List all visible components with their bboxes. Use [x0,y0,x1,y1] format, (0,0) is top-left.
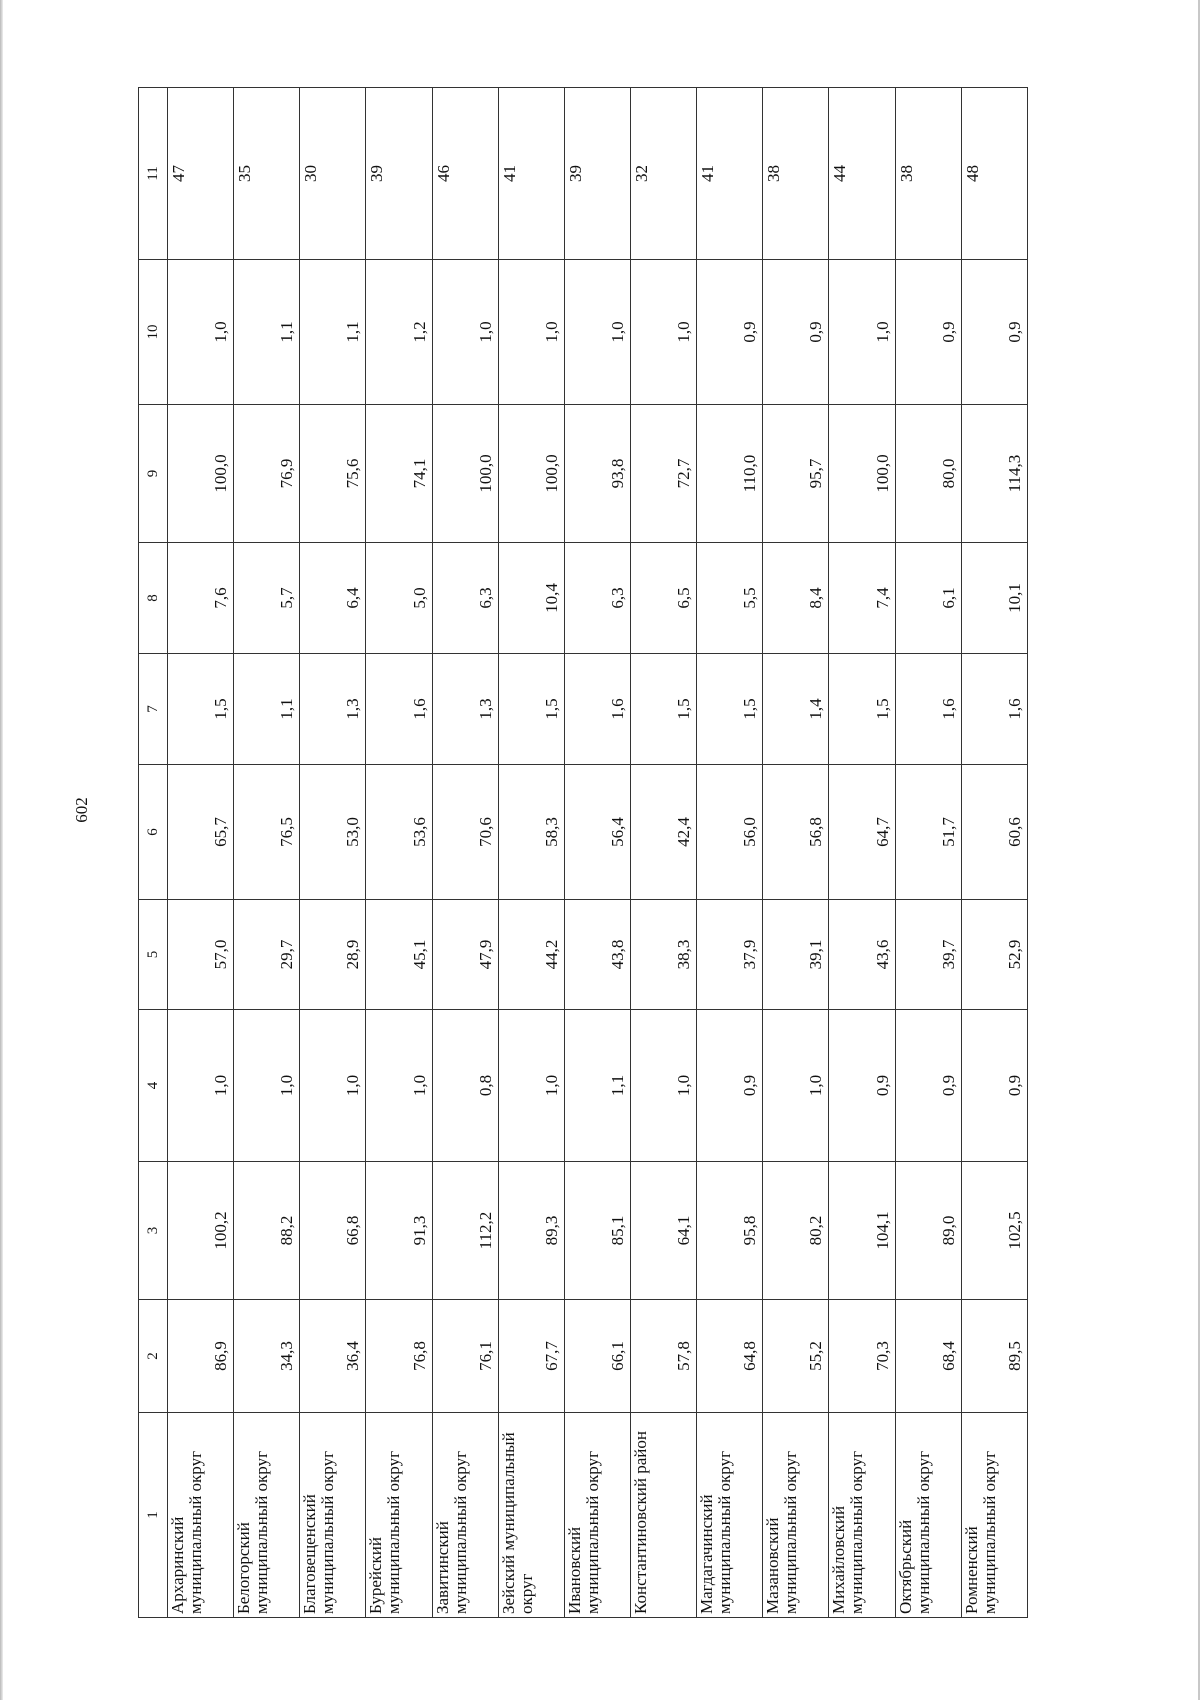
value-cell: 53,6 [366,765,432,900]
value-cell: 70,3 [829,1300,895,1413]
district-name-cell: Зейский муниципальный округ [498,1413,564,1618]
value-cell: 100,0 [829,405,895,543]
value-cell: 38 [895,88,961,260]
value-cell: 89,3 [498,1162,564,1300]
value-cell: 1,0 [631,260,697,405]
value-cell: 66,1 [564,1300,630,1413]
value-cell: 47,9 [432,900,498,1010]
value-cell: 53,0 [300,765,366,900]
table-row [498,88,564,1618]
value-cell: 1,5 [697,654,763,765]
value-cell: 112,2 [432,1162,498,1300]
value-cell: 93,8 [564,405,630,543]
value-cell: 1,0 [498,1010,564,1162]
value-cell: 56,0 [697,765,763,900]
column-header: 10 [139,260,168,405]
value-cell: 1,6 [366,654,432,765]
value-cell: 64,8 [697,1300,763,1413]
value-cell: 1,3 [432,654,498,765]
value-cell: 39 [564,88,630,260]
value-cell: 38 [763,88,829,260]
value-cell: 1,5 [168,654,234,765]
district-name-cell: Завитинский муниципальный округ [432,1413,498,1618]
value-cell: 10,4 [498,543,564,654]
table-row [432,88,498,1618]
value-cell: 1,1 [564,1010,630,1162]
value-cell: 100,0 [168,405,234,543]
value-cell: 34,3 [234,1300,300,1413]
value-cell: 6,3 [432,543,498,654]
table-row [961,88,1027,1618]
column-header: 4 [139,1010,168,1162]
value-cell: 37,9 [697,900,763,1010]
table-row [895,88,961,1618]
value-cell: 43,8 [564,900,630,1010]
value-cell: 0,9 [961,1010,1027,1162]
value-cell: 95,7 [763,405,829,543]
table-row [631,88,697,1618]
district-name-cell: Константиновский район [631,1413,697,1618]
value-cell: 42,4 [631,765,697,900]
column-header: 6 [139,765,168,900]
table-container [138,88,1028,1618]
page-number: 602 [72,797,91,823]
table-row [300,88,366,1618]
value-cell: 1,1 [234,654,300,765]
district-name-cell: Ивановский муниципальный округ [564,1413,630,1618]
value-cell: 10,1 [961,543,1027,654]
value-cell: 39 [366,88,432,260]
column-header: 7 [139,654,168,765]
value-cell: 70,6 [432,765,498,900]
value-cell: 41 [498,88,564,260]
value-cell: 57,0 [168,900,234,1010]
value-cell: 1,4 [763,654,829,765]
value-cell: 30 [300,88,366,260]
value-cell: 51,7 [895,765,961,900]
value-cell: 80,0 [895,405,961,543]
value-cell: 1,5 [829,654,895,765]
value-cell: 1,6 [961,654,1027,765]
rotated-table-frame [138,88,1028,1618]
district-name-cell: Белогорский муниципальный округ [234,1413,300,1618]
value-cell: 5,7 [234,543,300,654]
data-table [138,87,1028,1618]
value-cell: 76,1 [432,1300,498,1413]
value-cell: 0,9 [763,260,829,405]
value-cell: 1,6 [564,654,630,765]
value-cell: 76,8 [366,1300,432,1413]
column-header: 8 [139,543,168,654]
value-cell: 66,8 [300,1162,366,1300]
value-cell: 45,1 [366,900,432,1010]
value-cell: 64,7 [829,765,895,900]
value-cell: 57,8 [631,1300,697,1413]
scan-edge-left [0,0,3,1700]
value-cell: 36,4 [300,1300,366,1413]
value-cell: 44 [829,88,895,260]
value-cell: 114,3 [961,405,1027,543]
value-cell: 65,7 [168,765,234,900]
value-cell: 1,1 [300,260,366,405]
district-name-cell: Бурейский муниципальный округ [366,1413,432,1618]
value-cell: 56,4 [564,765,630,900]
value-cell: 5,5 [697,543,763,654]
value-cell: 38,3 [631,900,697,1010]
district-name-cell: Михайловский муниципальный округ [829,1413,895,1618]
table-row [234,88,300,1618]
table-header-row [139,88,168,1618]
value-cell: 1,0 [300,1010,366,1162]
value-cell: 1,0 [564,260,630,405]
value-cell: 1,5 [498,654,564,765]
value-cell: 46 [432,88,498,260]
value-cell: 102,5 [961,1162,1027,1300]
value-cell: 74,1 [366,405,432,543]
value-cell: 67,7 [498,1300,564,1413]
column-header: 3 [139,1162,168,1300]
value-cell: 1,2 [366,260,432,405]
value-cell: 0,9 [895,1010,961,1162]
value-cell: 56,8 [763,765,829,900]
column-header: 5 [139,900,168,1010]
value-cell: 76,9 [234,405,300,543]
value-cell: 110,0 [697,405,763,543]
value-cell: 86,9 [168,1300,234,1413]
value-cell: 1,0 [763,1010,829,1162]
value-cell: 6,4 [300,543,366,654]
value-cell: 1,0 [366,1010,432,1162]
table-row [829,88,895,1618]
value-cell: 64,1 [631,1162,697,1300]
value-cell: 76,5 [234,765,300,900]
district-name-cell: Архаринский муниципальный округ [168,1413,234,1618]
value-cell: 52,9 [961,900,1027,1010]
value-cell: 0,9 [829,1010,895,1162]
district-name-cell: Магдагачинский муниципальный округ [697,1413,763,1618]
table-row [763,88,829,1618]
value-cell: 1,1 [234,260,300,405]
value-cell: 48 [961,88,1027,260]
column-header: 9 [139,405,168,543]
value-cell: 1,0 [234,1010,300,1162]
value-cell: 5,0 [366,543,432,654]
value-cell: 47 [168,88,234,260]
value-cell: 6,3 [564,543,630,654]
table-row [564,88,630,1618]
value-cell: 100,2 [168,1162,234,1300]
value-cell: 88,2 [234,1162,300,1300]
value-cell: 7,4 [829,543,895,654]
value-cell: 1,6 [895,654,961,765]
value-cell: 28,9 [300,900,366,1010]
column-header: 1 [139,1413,168,1618]
value-cell: 8,4 [763,543,829,654]
value-cell: 100,0 [432,405,498,543]
value-cell: 72,7 [631,405,697,543]
value-cell: 89,0 [895,1162,961,1300]
column-header: 11 [139,88,168,260]
value-cell: 75,6 [300,405,366,543]
value-cell: 0,9 [961,260,1027,405]
value-cell: 1,0 [498,260,564,405]
table-row [168,88,234,1618]
value-cell: 1,0 [168,260,234,405]
value-cell: 0,8 [432,1010,498,1162]
value-cell: 55,2 [763,1300,829,1413]
value-cell: 29,7 [234,900,300,1010]
district-name-cell: Октябрьский муниципальный округ [895,1413,961,1618]
district-name-cell: Благовещенский муниципальный округ [300,1413,366,1618]
value-cell: 58,3 [498,765,564,900]
value-cell: 43,6 [829,900,895,1010]
value-cell: 39,1 [763,900,829,1010]
value-cell: 85,1 [564,1162,630,1300]
value-cell: 39,7 [895,900,961,1010]
value-cell: 0,9 [895,260,961,405]
value-cell: 91,3 [366,1162,432,1300]
value-cell: 6,5 [631,543,697,654]
value-cell: 0,9 [697,1010,763,1162]
value-cell: 104,1 [829,1162,895,1300]
table-row [366,88,432,1618]
value-cell: 35 [234,88,300,260]
district-name-cell: Мазановский муниципальный округ [763,1413,829,1618]
value-cell: 100,0 [498,405,564,543]
value-cell: 68,4 [895,1300,961,1413]
column-header: 2 [139,1300,168,1413]
value-cell: 60,6 [961,765,1027,900]
value-cell: 1,0 [168,1010,234,1162]
value-cell: 7,6 [168,543,234,654]
value-cell: 6,1 [895,543,961,654]
value-cell: 1,0 [432,260,498,405]
value-cell: 0,9 [697,260,763,405]
value-cell: 89,5 [961,1300,1027,1413]
value-cell: 1,5 [631,654,697,765]
value-cell: 32 [631,88,697,260]
value-cell: 1,0 [829,260,895,405]
value-cell: 1,3 [300,654,366,765]
value-cell: 1,0 [631,1010,697,1162]
table-row [697,88,763,1618]
value-cell: 80,2 [763,1162,829,1300]
value-cell: 95,8 [697,1162,763,1300]
district-name-cell: Ромненский муниципальный округ [961,1413,1027,1618]
value-cell: 41 [697,88,763,260]
value-cell: 44,2 [498,900,564,1010]
